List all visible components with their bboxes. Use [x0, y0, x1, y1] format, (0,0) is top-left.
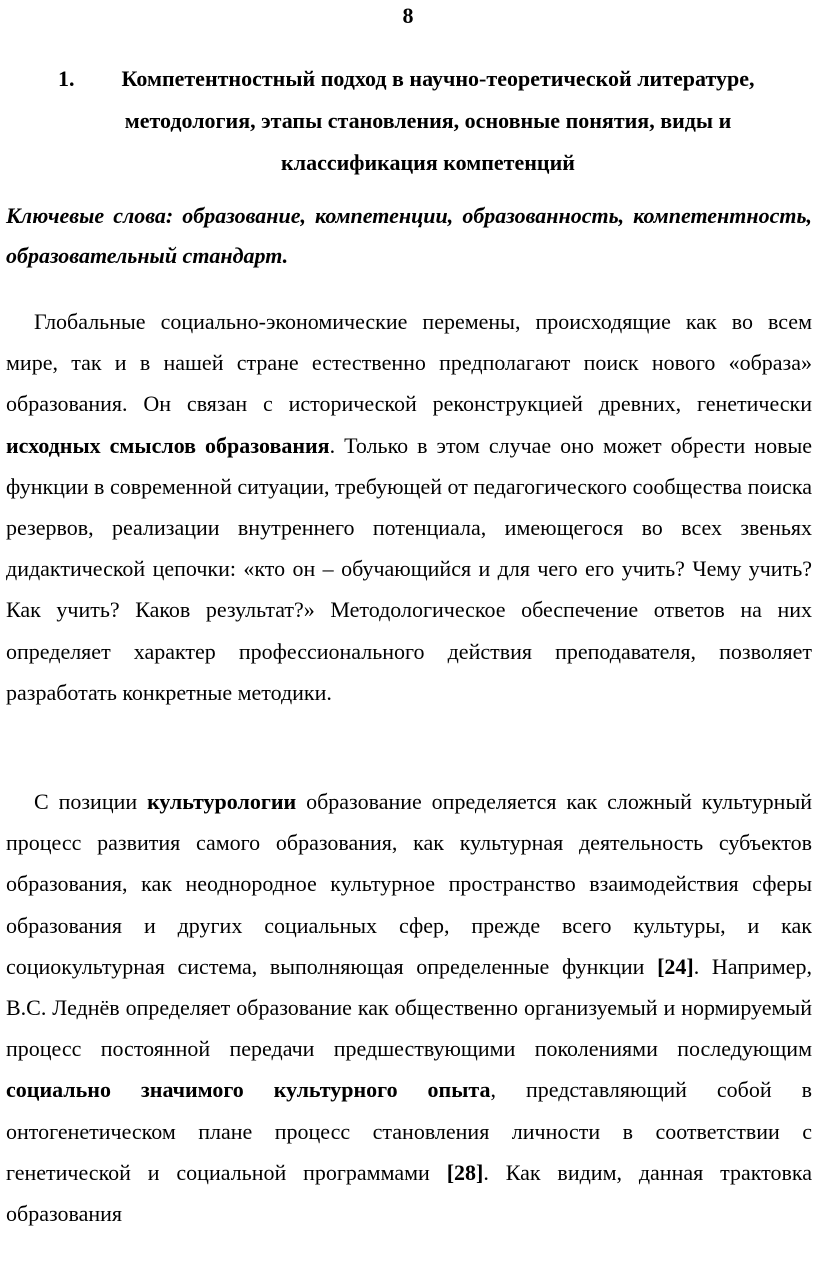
body-paragraph-1	[6, 301, 812, 713]
paragraph-text: Глобальные социально-экономические перемены, происходящие как во всем мире, так и в нашей стране естественно предполагают поиск нового «образа» образования. Он связан с исторической реконструкцией древних, генетически	[6, 309, 812, 417]
body-paragraph-2	[6, 781, 812, 1234]
bold-term: культурологии	[147, 789, 297, 814]
paragraph-text: , представляющий собой в онтогенетическом плане процесс становления личности в соответствии с генетической и социальной программами	[6, 1077, 813, 1185]
keywords: Ключевые слова: образование, компетенции, образованность, компетентность, образовательный стандарт.	[6, 203, 812, 268]
paragraph-text: образование определяется как сложный культурный процесс развития самого образования, как культурная деятельность субъектов образования, как неоднородное культурное пространство взаимодействия сферы образования и других социальных сфер, прежде всего культуры, и как социокультурная система, выполняющая определенные функции	[6, 789, 813, 979]
bold-term: исходных смыслов образования	[6, 432, 330, 458]
bold-term: социально значимого культурного опыта	[6, 1077, 491, 1103]
heading-number: 1.	[58, 66, 75, 91]
page-number: 8	[402, 3, 414, 28]
heading-line-3: классификация компетенций	[281, 150, 575, 175]
heading-line-1: Компетентностный подход в научно-теоретической литературе,	[121, 66, 755, 91]
paragraph-text: . Как видим, данная трактовка образования	[6, 1159, 812, 1227]
citation-ref: [24]	[657, 953, 694, 979]
paragraph-text: . Например, В.С. Леднёв определяет образование как общественно организуемый и нормируемый процесс постоянной передачи предшествующими поколениями последующим	[6, 953, 812, 1062]
paragraph-text: С позиции	[34, 789, 148, 814]
heading-line-2: методология, этапы становления, основные понятия, виды и	[124, 108, 732, 133]
section-heading	[58, 58, 798, 184]
paragraph-text: . Только в этом случае оно может обрести новые функции в современной ситуации, требующей от педагогического сообщества поиска резервов, реализации внутреннего потенциала, имеющегося во всех звеньях дидактической цепочки: «кто он – обучающийся и для чего его учить? Чему учить? Как учить? Каков результат?» Методологическое обеспечение ответов на них определяет характер профессионального действия преподавателя, позволяет разработать конкретные методики.	[6, 432, 813, 705]
citation-ref: [28]	[446, 1159, 484, 1185]
